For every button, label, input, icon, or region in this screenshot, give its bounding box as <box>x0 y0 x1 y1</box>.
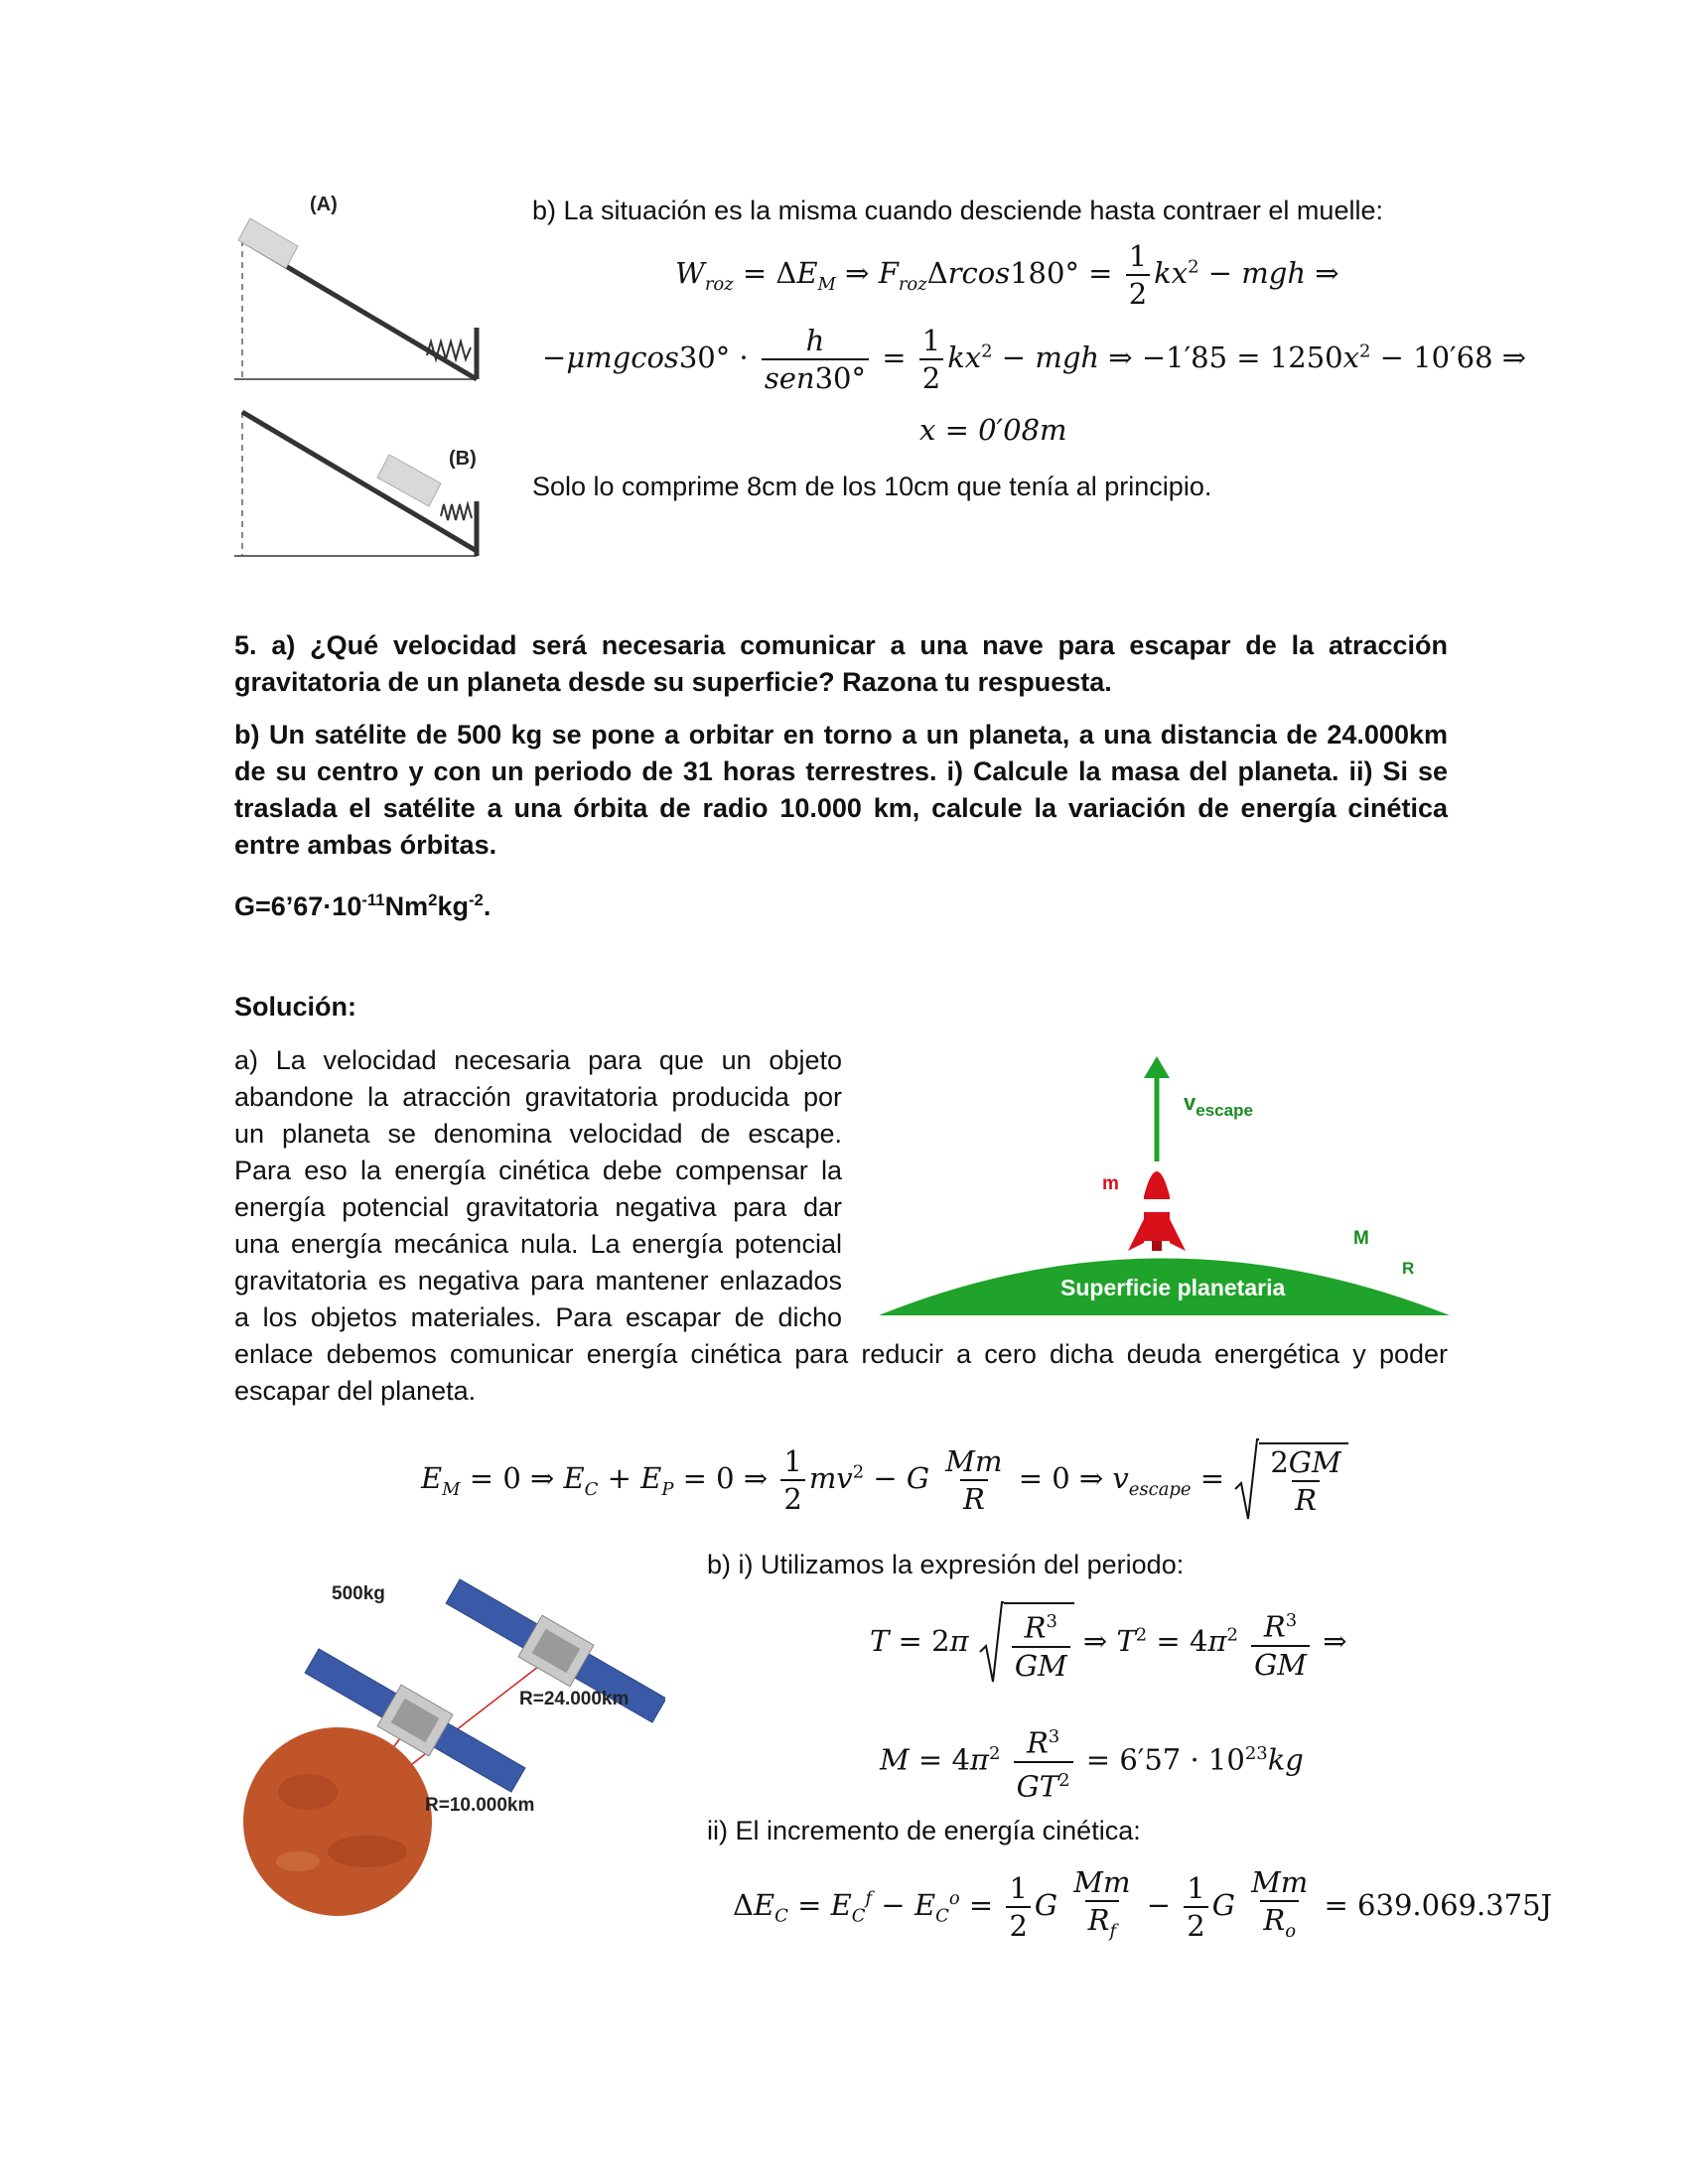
gravitational-constant: $G=6’67\cdot 10^{-11}Nm^2kg^{-2}$. <box>234 890 492 921</box>
equation-kinetic-energy: $\Delta E_C = E_C^f - E_C^o$ = $\frac{1}{2}$ G $\frac{Mm}{R_f}$ − $\frac{1}{2}$ G $\frac{Mm}{R_o}$ = 639.069.375J <box>733 1864 1552 1950</box>
svg-text:(B): (B) <box>449 448 477 470</box>
problem5-statement-a: 5. a) ¿Qué velocidad será necesaria comunicar a una nave para escapar de la atracción gravitatoria de un planeta desde su superficie? Razona tu respuesta. <box>234 630 1448 697</box>
problem5-statement-b: b) Un satélite de 500 kg se pone a orbitar en torno a un planeta, a una distancia de 24.000km de su centro y con un periodo de 31 horas terrestres. i) Calcule la masa del planeta. ii) Si se traslada el satélite a una órbita de radio 10.000 km, calcule la variación de energía cinética entre ambas órbitas. <box>234 720 1448 860</box>
outer-radius-label: R=24.000km <box>519 1689 630 1709</box>
equation-work-friction: $W_{roz} = \Delta E_M$ ⇒ $F_{roz}\Delta rcos180^\circ$ = $\frac{1}{2}$ $kx^2$ − mgh ⇒ <box>675 239 1339 311</box>
svg-text:(A): (A) <box>310 194 338 215</box>
equation-compression-result: x = 0′08m <box>919 413 1067 447</box>
planet-mass-label: M <box>1353 1228 1369 1249</box>
rocket-mass-label: m <box>1102 1173 1119 1194</box>
satellite-mass-label: 500kg <box>332 1583 385 1604</box>
solution-part-bi-intro: b) i) Utilizamos la expresión del periodo: <box>707 1550 1185 1579</box>
equation-escape-velocity: $E_M = 0$ ⇒ $E_C + E_P = 0$ ⇒ $\frac{1}{2}$ $mv^2 - G$ $\frac{Mm}{R}$ = 0 ⇒ $v_{escape}$ = $\frac{2GM}{R}$ <box>421 1437 1348 1523</box>
rocket-icon <box>1128 1171 1186 1251</box>
part4b-conclusion: Solo lo comprime 8cm de los 10cm que tenía al principio. <box>532 472 1212 501</box>
equation-period: T = 2π $\frac{R^3}{GM}$ ⇒ $T^2 = 4\pi^2$ $\frac{R^3}{GM}$ ⇒ <box>870 1600 1347 1686</box>
solution-heading: Solución: <box>234 992 356 1022</box>
planet-radius-label: R <box>1402 1259 1415 1278</box>
inclined-plane-figures <box>228 189 516 566</box>
equation-friction-expansion: −μmgcos30° · $\frac{h}{\text{sen30°}}$ = $\frac{1}{2}$ $kx^2$ − mgh ⇒ $-1'85 = 1250x^2 - 10'68$ ⇒ <box>542 324 1527 395</box>
solution-part-a-wrapped: a) La velocidad necesaria para que un objeto abandone la atracción gravitatoria producida por un planeta se denomina velocidad de escape. Para eso la energía cinética debe compensar la energía potencial gravitatoria negativa para dar una energía mecánica nula. La energía potencial gravitatoria es negativa para mantener enlazados a los objetos materiales. Para escapar de dicho <box>234 1045 842 1332</box>
part4b-intro: b) La situación es la misma cuando desciende hasta contraer el muelle: <box>532 196 1383 225</box>
inner-radius-label: R=10.000km <box>425 1795 535 1816</box>
satellite-orbit-figure <box>228 1554 665 1916</box>
solution-part-bii-intro: ii) El incremento de energía cinética: <box>707 1816 1141 1845</box>
figure-a-incline <box>234 194 477 379</box>
escape-velocity-figure <box>874 1052 1455 1320</box>
surface-label: Superficie planetaria <box>1060 1275 1286 1300</box>
planet-mars <box>243 1727 432 1916</box>
solution-part-a-full: enlace debemos comunicar energía cinética para reducir a cero dicha deuda energética y poder escapar del planeta. <box>234 1339 1448 1406</box>
velocity-label: $v_{escape}$ <box>1184 1090 1253 1120</box>
velocity-arrow-head <box>1144 1056 1170 1078</box>
figure-b-incline <box>234 412 477 556</box>
equation-planet-mass: $M = 4\pi^2$ $\frac{R^3}{GT^2}$ = $6'57 \cdot 10^{23}kg$ <box>880 1725 1304 1804</box>
